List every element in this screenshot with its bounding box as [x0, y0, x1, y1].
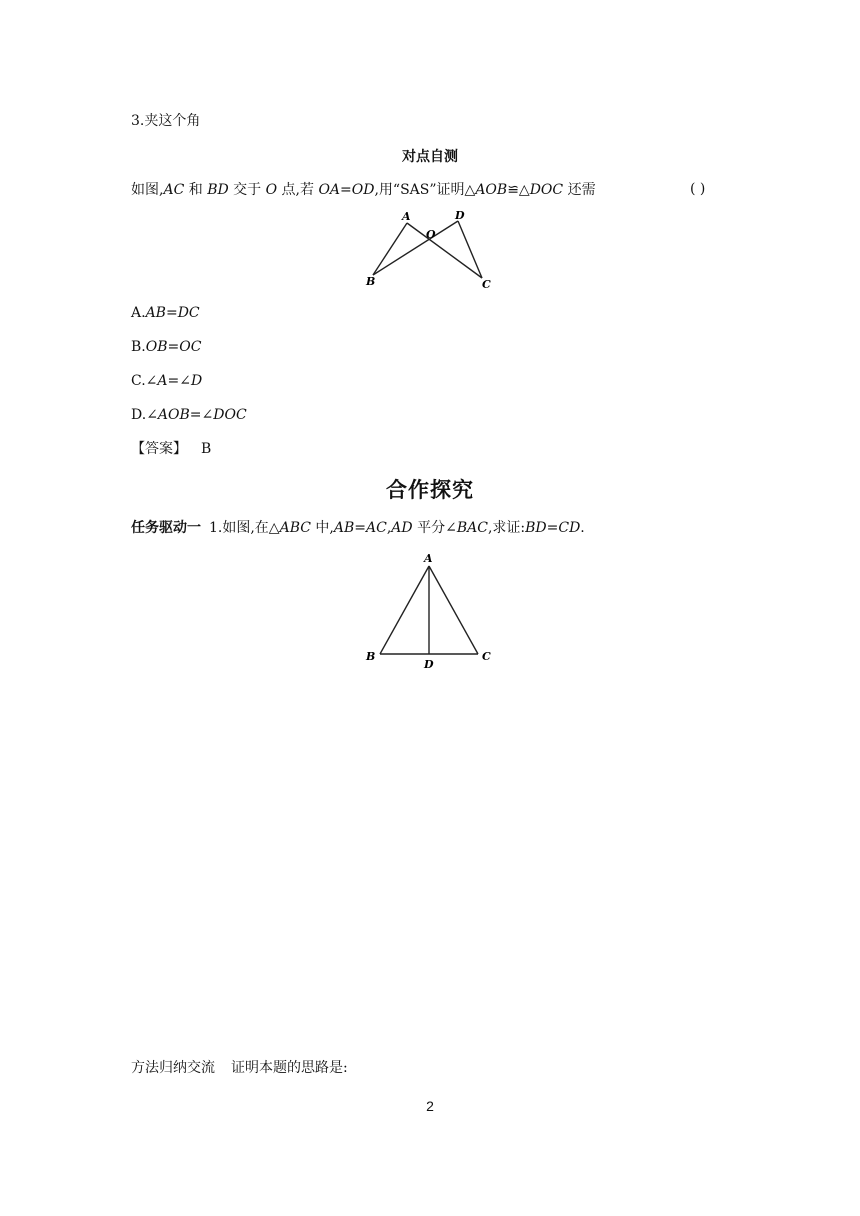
method-label: 方法归纳交流: [131, 1060, 215, 1076]
label-b: B: [366, 650, 376, 663]
q-text-2: 和: [184, 182, 208, 198]
triangle-figure: [360, 548, 500, 673]
self-test-question: [131, 181, 596, 199]
label-a: A: [424, 552, 433, 565]
q-var-doc: DOC: [529, 182, 564, 198]
section-title: 合作探究: [386, 478, 474, 502]
label-d: D: [455, 209, 465, 222]
page-number: 2: [426, 1098, 434, 1114]
q-var-bd: BD: [207, 182, 229, 198]
q-text-4: 点,若: [277, 182, 319, 198]
q-text-3: 交于: [228, 182, 266, 198]
q-var-od: OD: [351, 182, 375, 198]
q-var-o: O: [265, 182, 278, 198]
label-c: C: [482, 278, 491, 291]
task1-question: 任务驱动一 1.如图,在△ABC 中,AB=AC,AD 平分∠BAC,求证:BD=CD.: [131, 520, 585, 536]
option-a: A.AB=DC: [131, 305, 200, 321]
answer-line: [131, 440, 211, 458]
self-test-heading: 对点自测: [402, 149, 458, 165]
method-line: [131, 1059, 348, 1077]
option-b: B.OB=OC: [131, 339, 202, 355]
task1-label: 任务驱动一: [131, 520, 201, 536]
label-a: A: [402, 210, 411, 223]
label-d: D: [424, 658, 434, 671]
q-congruent: ≌△: [507, 182, 530, 198]
q-var-ac: AC: [163, 182, 185, 198]
segment-ac: [429, 566, 478, 654]
answer-paren: ( ): [690, 181, 706, 197]
option-d: D.∠AOB=∠DOC: [131, 407, 247, 423]
q-text-6: 还需: [563, 182, 596, 198]
item-3-text: 3.夹这个角: [131, 113, 201, 129]
answer-value: B: [201, 441, 212, 457]
q-text-5: ,用“SAS”证明△: [374, 182, 476, 198]
segment-ab: [380, 566, 429, 654]
segment-ab: [373, 223, 407, 275]
q-text-1: 如图,: [131, 182, 164, 198]
q-var-aob: AOB: [475, 182, 508, 198]
label-o: O: [426, 228, 436, 241]
q-var-oa: OA: [318, 182, 341, 198]
answer-label: 【答案】: [131, 441, 187, 457]
label-b: B: [366, 275, 376, 288]
bowtie-figure: [360, 205, 500, 300]
label-c: C: [482, 650, 491, 663]
method-text: 证明本题的思路是:: [231, 1060, 348, 1076]
q-eq: =: [340, 182, 352, 198]
option-c: C.∠A=∠D: [131, 373, 203, 389]
